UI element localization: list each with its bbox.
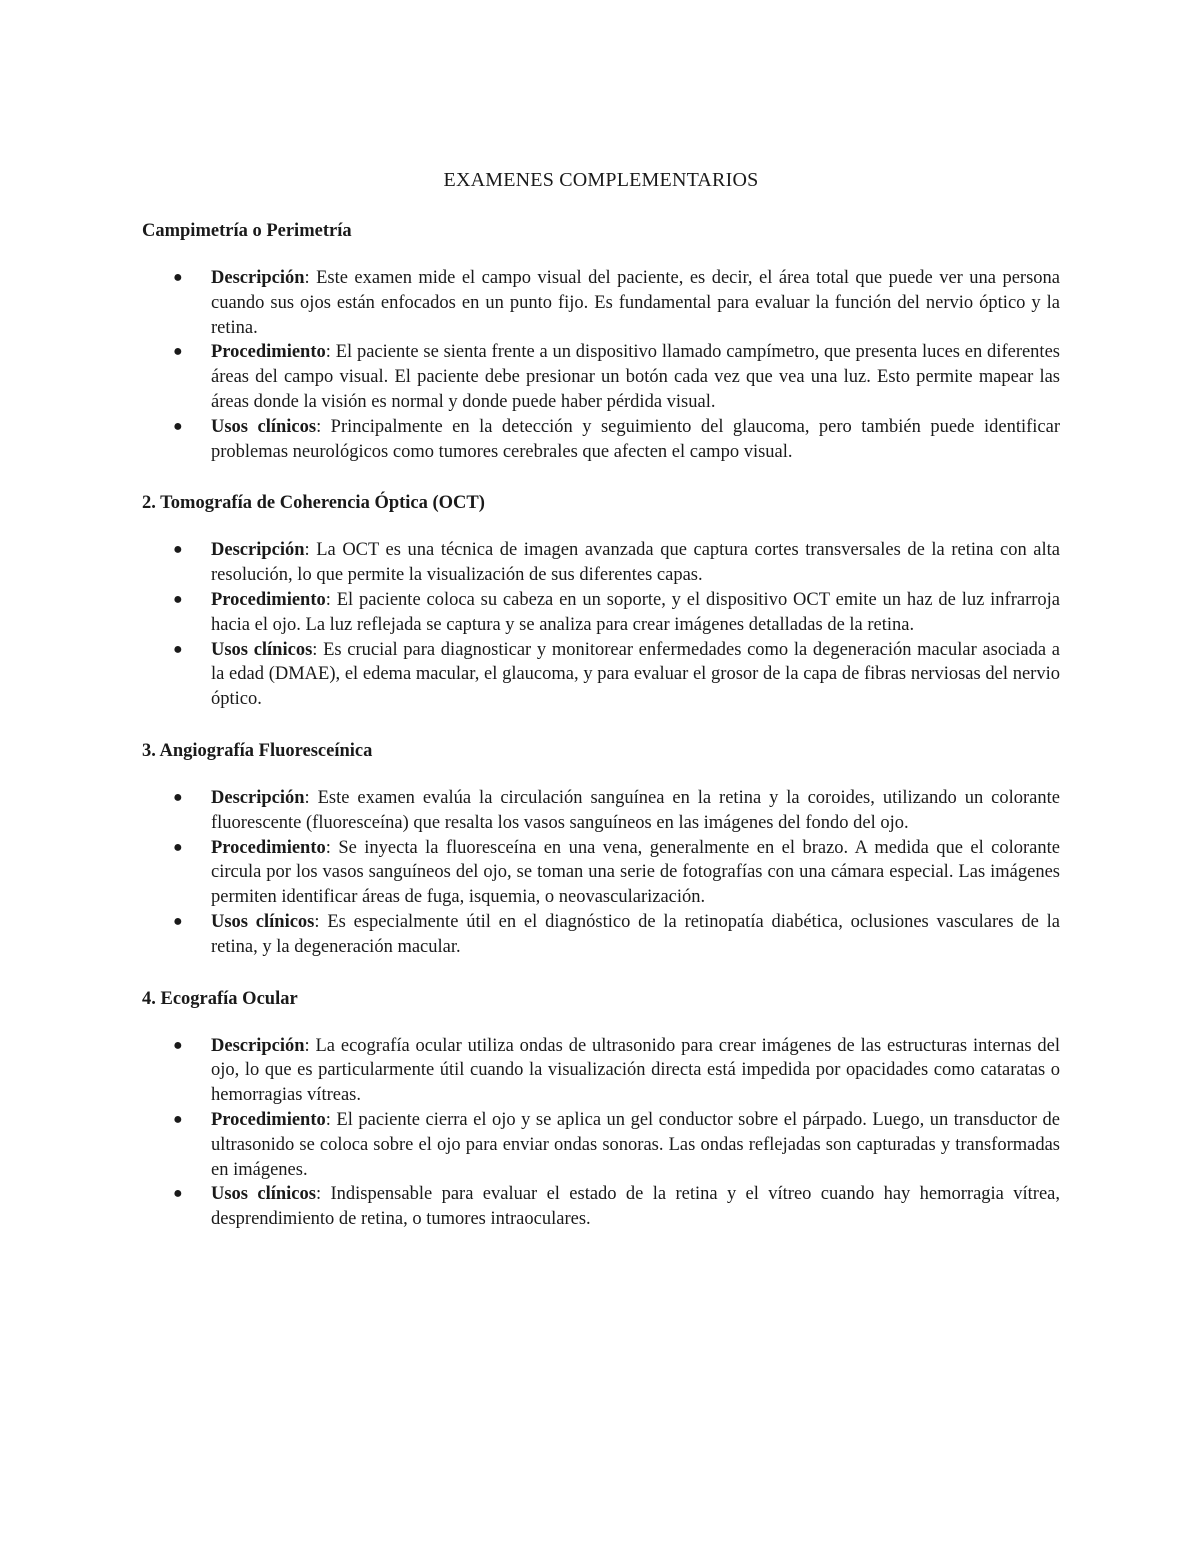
item-text: : Es crucial para diagnosticar y monitorear enfermedades como la degeneración macular asociada a la edad (DMAE), el edema macular, el glaucoma, y para evaluar el grosor de la capa de fibras nerviosas del nervio óptico. xyxy=(211,639,1060,710)
bullet-icon: ● xyxy=(173,838,183,856)
item-text: : Es especialmente útil en el diagnóstico de la retinopatía diabética, oclusiones vasculares de la retina, y la degeneración macular. xyxy=(211,911,1060,957)
section-heading: Campimetría o Perimetría xyxy=(142,221,352,241)
list-item xyxy=(142,588,1060,638)
bullet-icon: ● xyxy=(173,912,183,930)
item-text: : El paciente se sienta frente a un dispositivo llamado campímetro, que presenta luces en diferentes áreas del campo visual. El paciente debe presionar un botón cada vez que vea una luz. Esto permite mapear las áreas donde la visión es normal y donde puede haber pérdida visual. xyxy=(211,342,1060,412)
list-item xyxy=(142,910,1060,960)
bullet-icon: ● xyxy=(173,541,183,559)
item-label: Procedimiento xyxy=(211,837,326,858)
item-text: : Principalmente en la detección y seguimiento del glaucoma, pero también puede identificar problemas neurológicos como tumores cerebrales que afecten el campo visual. xyxy=(211,416,1060,462)
bullet-icon: ● xyxy=(173,343,183,361)
document-page xyxy=(142,166,1060,1258)
bullet-icon: ● xyxy=(173,269,183,286)
item-text: : Este examen evalúa la circulación sanguínea en la retina y la coroides, utilizando un colorante fluorescente (fluoresceína) que resalta los vasos sanguíneos en las imágenes del fondo del ojo. xyxy=(211,787,1060,833)
item-label: Procedimiento xyxy=(211,1109,326,1130)
item-label: Procedimiento xyxy=(211,589,326,610)
item-label: Descripción xyxy=(211,540,305,561)
list-item xyxy=(142,1034,1060,1108)
bullet-icon: ● xyxy=(173,1110,183,1128)
item-label: Descripción xyxy=(211,268,305,288)
document-title: EXAMENES COMPLEMENTARIOS xyxy=(443,169,759,191)
section-campimetria xyxy=(142,218,1060,464)
bullet-icon: ● xyxy=(173,640,183,658)
section-heading: 2. Tomografía de Coherencia Óptica (OCT) xyxy=(142,493,485,514)
item-label: Usos clínicos xyxy=(211,639,313,660)
item-text: : Se inyecta la fluoresceína en una vena, generalmente en el brazo. A medida que el colorante circula por los vasos sanguíneos del ojo, se toman una serie de fotografías con una cámara especial. Las imágenes permiten identificar áreas de fuga, isquemia, o neovascularización. xyxy=(211,837,1060,908)
section-oct xyxy=(142,490,1060,712)
bullet-list xyxy=(142,1034,1060,1232)
section-heading: 4. Ecografía Ocular xyxy=(142,988,298,1009)
bullet-icon: ● xyxy=(173,1185,183,1203)
bullet-icon: ● xyxy=(173,590,183,608)
item-label: Usos clínicos xyxy=(211,416,317,437)
section-angiografia xyxy=(142,738,1060,960)
item-label: Descripción xyxy=(211,1035,305,1056)
bullet-icon: ● xyxy=(173,1036,183,1054)
list-item xyxy=(142,266,1060,340)
list-item xyxy=(142,836,1060,910)
list-item xyxy=(142,415,1060,465)
section-ecografia xyxy=(142,986,1060,1232)
bullet-list xyxy=(142,538,1060,712)
item-text: : Indispensable para evaluar el estado de la retina y el vítreo cuando hay hemorragia vítrea, desprendimiento de retina, o tumores intraoculares. xyxy=(211,1184,1061,1230)
item-label: Usos clínicos xyxy=(211,1184,316,1205)
item-text: : Este examen mide el campo visual del paciente, es decir, el área total que puede ver una persona cuando sus ojos están enfocados en un punto fijo. Es fundamental para evaluar la función del nervio óptico y la retina. xyxy=(211,268,1060,338)
bullet-list xyxy=(142,266,1060,464)
list-item xyxy=(142,1108,1060,1182)
list-item xyxy=(142,786,1060,836)
item-label: Descripción xyxy=(211,787,305,808)
item-label: Usos clínicos xyxy=(211,911,315,932)
list-item xyxy=(142,638,1060,712)
item-label: Procedimiento xyxy=(211,342,326,363)
bullet-icon: ● xyxy=(173,788,183,806)
bullet-icon: ● xyxy=(173,417,183,435)
list-item xyxy=(142,340,1060,414)
list-item xyxy=(142,1182,1060,1232)
item-text: : La OCT es una técnica de imagen avanzada que captura cortes transversales de la retina con alta resolución, lo que permite la visualización de sus diferentes capas. xyxy=(211,540,1060,586)
bullet-list xyxy=(142,786,1060,960)
item-text: : El paciente cierra el ojo y se aplica un gel conductor sobre el párpado. Luego, un transductor de ultrasonido se coloca sobre el ojo para enviar ondas sonoras. Las ondas reflejadas son capturadas y transformadas en imágenes. xyxy=(211,1109,1060,1180)
item-text: : La ecografía ocular utiliza ondas de ultrasonido para crear imágenes de las estructuras internas del ojo, lo que es particularmente útil cuando la visualización directa está impedida por opacidades como cataratas o hemorragias vítreas. xyxy=(211,1035,1060,1106)
item-text: : El paciente coloca su cabeza en un soporte, y el dispositivo OCT emite un haz de luz infrarroja hacia el ojo. La luz reflejada se captura y se analiza para crear imágenes detalladas de la retina. xyxy=(211,589,1060,635)
list-item xyxy=(142,538,1060,588)
section-heading: 3. Angiografía Fluoresceínica xyxy=(142,740,373,761)
